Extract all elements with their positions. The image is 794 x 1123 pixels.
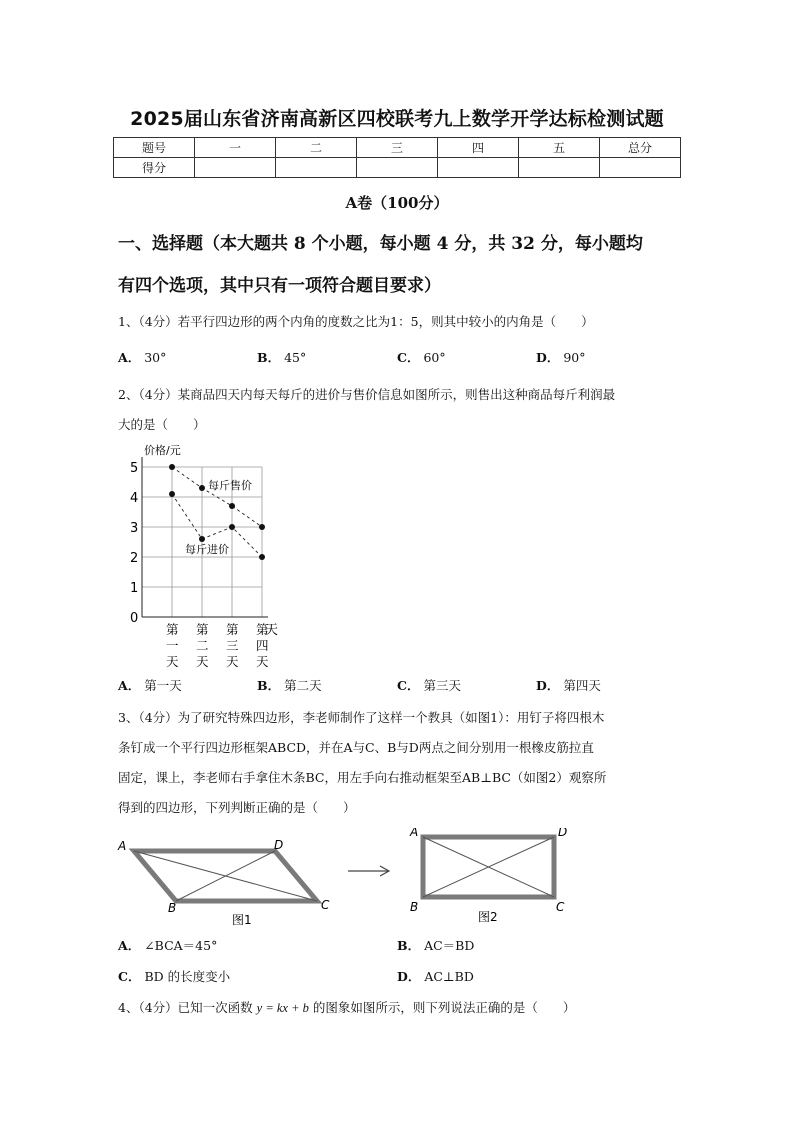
y-tick-label: 1 — [130, 581, 139, 596]
score-cell[interactable] — [438, 158, 519, 178]
score-header-cell: 三 — [357, 138, 438, 158]
score-table-header-row — [114, 138, 681, 158]
label-a: A — [410, 828, 419, 839]
category-label: 天 — [256, 654, 269, 669]
category-label: 一 — [166, 638, 179, 653]
score-cell[interactable] — [276, 158, 357, 178]
category-label: 第 — [196, 622, 209, 637]
q2-stem-line2: 大的是（ ） — [118, 417, 206, 432]
data-point — [169, 491, 175, 497]
q3-stem-line1: 3、（4分）为了研究特殊四边形，李老师制作了这样一个教具（如图1）：用钉子将四根木 — [118, 710, 605, 725]
q3-stem-line4: 得到的四边形，下列判断正确的是（ ） — [118, 800, 356, 815]
category-label: 三 — [226, 638, 239, 653]
label-c: C — [556, 900, 565, 914]
q4-formula: y = kx + b — [256, 1001, 309, 1015]
label-a: A — [118, 839, 127, 853]
score-cell[interactable] — [195, 158, 276, 178]
data-point — [199, 536, 205, 542]
arrow-icon — [348, 866, 389, 876]
data-point — [199, 485, 205, 491]
frame-figures — [112, 828, 592, 930]
q2-option-a: A． 第一天 — [118, 678, 182, 693]
x-axis-label: 天 — [265, 623, 279, 638]
y-tick-label: 2 — [130, 551, 139, 566]
score-table — [113, 137, 681, 178]
q3-stem-line3: 固定，课上，李老师右手拿住木条BC，用左手向右推动框架至AB⊥BC（如图2）观察所 — [118, 770, 607, 785]
q3-stem-line2: 条钉成一个平行四边形框架ABCD，并在A与C、B与D两点之间分别用一根橡皮筋拉直 — [118, 740, 594, 755]
category-label: 第 — [226, 622, 239, 637]
q3-option-b: B． AC＝BD — [397, 938, 475, 953]
label-c: C — [321, 898, 330, 912]
y-tick-label: 4 — [130, 491, 139, 506]
data-point — [259, 524, 265, 530]
q2-option-b: B． 第二天 — [257, 678, 322, 693]
label-b: B — [168, 901, 177, 915]
label-d: D — [558, 828, 568, 839]
label-b: B — [410, 900, 419, 914]
q1-option-b: B． 45° — [257, 350, 307, 365]
q2-option-c: C． 第三天 — [397, 678, 461, 693]
score-table-score-row — [114, 158, 681, 178]
score-header-cell: 总分 — [600, 138, 681, 158]
figure-1-caption: 图1 — [232, 913, 252, 927]
data-point — [259, 554, 265, 560]
figure-1-parallelogram — [117, 838, 330, 927]
page-title: 2025届山东省济南高新区四校联考九上数学开学达标检测试题 — [130, 108, 664, 130]
score-cell[interactable] — [519, 158, 600, 178]
series-label-sale: 每斤售价 — [208, 479, 252, 492]
q1-option-c: C． 60° — [397, 350, 446, 365]
section-heading-line2: 有四个选项，其中只有一项符合题目要求） — [118, 276, 441, 296]
figure-2-rectangle — [409, 828, 567, 924]
q2-option-d: D． 第四天 — [536, 678, 601, 693]
y-tick-label: 5 — [130, 461, 139, 476]
q1-option-d: D． 90° — [536, 350, 586, 365]
q2-stem-line1: 2、（4分）某商品四天内每天每斤的进价与售价信息如图所示，则售出这种商品每斤利润最 — [118, 387, 616, 402]
q1-option-a: A． 30° — [118, 350, 167, 365]
series-label-cost: 每斤进价 — [185, 543, 229, 556]
score-header-cell: 五 — [519, 138, 600, 158]
category-label: 四 — [256, 638, 269, 653]
category-label: 天 — [226, 654, 239, 669]
section-heading-line1: 一、选择题（本大题共 8 个小题，每小题 4 分，共 32 分，每小题均 — [118, 234, 643, 254]
label-d: D — [274, 838, 284, 852]
data-point — [169, 464, 175, 470]
category-label: 天 — [196, 654, 209, 669]
data-point — [229, 524, 235, 530]
q3-option-d: D． AC⊥BD — [397, 969, 474, 984]
category-label: 天 — [166, 654, 179, 669]
score-cell[interactable] — [600, 158, 681, 178]
y-axis-label: 价格/元 — [144, 444, 181, 457]
score-cell[interactable] — [357, 158, 438, 178]
category-label: 第 — [166, 622, 179, 637]
score-header-cell: 一 — [195, 138, 276, 158]
q3-option-a: A． ∠BCA＝45° — [118, 938, 218, 953]
score-row-label: 得分 — [114, 158, 195, 178]
y-tick-label: 0 — [130, 611, 139, 626]
diagonal-bd — [176, 851, 275, 901]
q3-option-c: C． BD 的长度变小 — [118, 969, 231, 984]
q1-stem: 1、（4分）若平行四边形的两个内角的度数之比为1：5，则其中较小的内角是（ ） — [118, 314, 594, 329]
price-chart — [120, 440, 290, 670]
score-header-cell: 题号 — [114, 138, 195, 158]
figure-2-caption: 图2 — [478, 910, 498, 924]
score-header-cell: 四 — [438, 138, 519, 158]
y-tick-label: 3 — [130, 521, 139, 536]
score-header-cell: 二 — [276, 138, 357, 158]
data-point — [229, 503, 235, 509]
volume-heading: A卷（100分） — [345, 194, 449, 212]
q4-stem: 4、（4分）已知一次函数 y = kx + b 的图象如图所示，则下列说法正确的是（ ） — [118, 1000, 576, 1015]
category-label: 第 — [256, 622, 269, 637]
category-label: 二 — [196, 638, 209, 653]
